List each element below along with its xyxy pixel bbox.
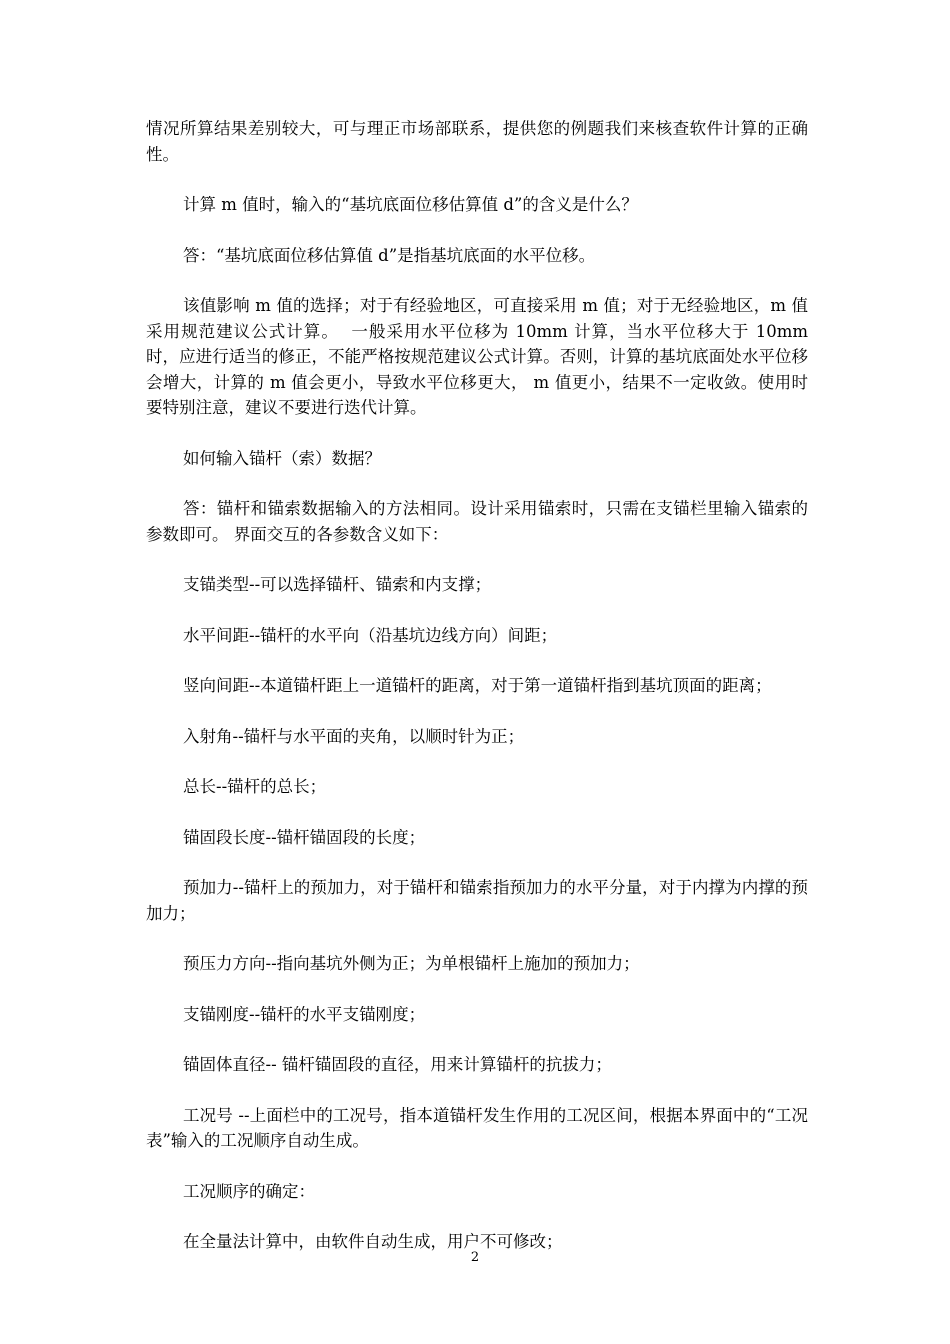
page-body <box>146 116 814 1280</box>
definition-vertical-spacing: 竖向间距--本道锚杆距上一道锚杆的距离，对于第一道锚杆指到基坑顶面的距离； <box>183 676 772 695</box>
definition-case-number: 工况号 --上面栏中的工况号，指本道锚杆发生作用的工况区间，根据本界面中的“工况表”输入的工况顺序自动生成。 <box>146 1105 808 1150</box>
question-anchor-input: 如何输入锚杆（索）数据？ <box>183 448 381 468</box>
question-d-meaning: 计算 m 值时，输入的“基坑底面位移估算值 d”的含义是什么？ <box>183 195 638 214</box>
page-number: 2 <box>470 1250 480 1265</box>
definition-anchor-stiffness: 支锚刚度--锚杆的水平支锚刚度； <box>183 1004 426 1024</box>
definition-incidence-angle: 入射角--锚杆与水平面的夹角，以顺时针为正； <box>183 726 525 746</box>
definition-prestress-direction: 预压力方向--指向基坑外侧为正；为单根锚杆上施加的预加力； <box>183 954 640 973</box>
paragraph-full-method-order: 在全量法计算中，由软件自动生成，用户不可修改； <box>183 1232 563 1251</box>
definition-horizontal-spacing: 水平间距--锚杆的水平向（沿基坑边线方向）间距； <box>183 625 558 645</box>
definition-anchorage-diameter: 锚固体直径-- 锚杆锚固段的直径，用来计算锚杆的抗拔力； <box>183 1055 612 1074</box>
definition-total-length: 总长--锚杆的总长； <box>183 777 327 796</box>
heading-case-order: 工况顺序的确定： <box>183 1181 315 1201</box>
paragraph-continuation: 情况所算结果差别较大，可与理正市场部联系，提供您的例题我们来核查软件计算的正确性。 <box>146 119 808 164</box>
paragraph-m-value-explanation: 该值影响 m 值的选择；对于有经验地区，可直接采用 m 值；对于无经验地区，m 值采用规范建议公式计算。 一般采用水平位移为 10mm 计算，当水平位移大于 10mm 时，应进行适当的修正，不能严格按规范建议公式计算。否则，计算的基坑底面处水平位移会增大，计算的 m 值会更小，导致水平位移更大， m 值更小，结果不一定收敛。使用时要特别注意，建议不要进行迭代计算。 <box>146 296 814 417</box>
definition-anchorage-length: 锚固段长度--锚杆锚固段的长度； <box>183 827 426 847</box>
definition-prestress: 预加力--锚杆上的预加力，对于锚杆和锚索指预加力的水平分量，对于内撑为内撑的预加力； <box>146 878 808 923</box>
definition-anchor-type: 支锚类型--可以选择锚杆、锚索和内支撑； <box>183 575 492 594</box>
answer-d-meaning: 答：“基坑底面位移估算值 d”是指基坑底面的水平位移。 <box>183 245 596 265</box>
answer-anchor-input: 答：锚杆和锚索数据输入的方法相同。设计采用锚索时，只需在支锚栏里输入锚索的参数即可。 界面交互的各参数含义如下： <box>146 499 808 544</box>
